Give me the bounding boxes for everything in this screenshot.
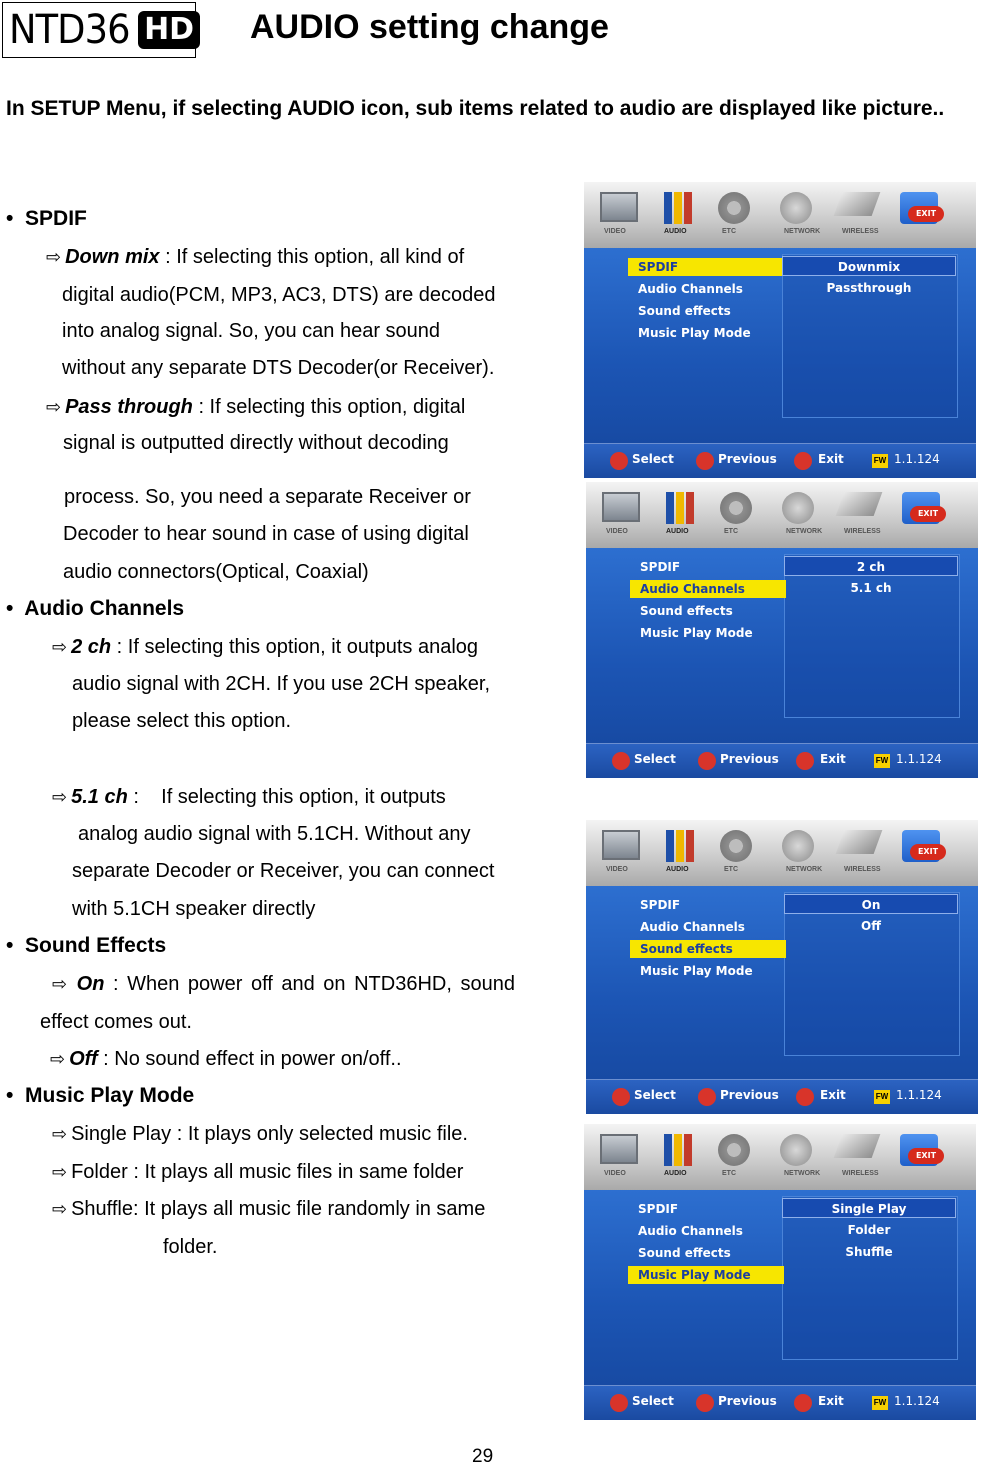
menu-item[interactable]: Music Play Mode xyxy=(638,326,751,340)
music-line-3 xyxy=(52,1196,485,1223)
menu-item[interactable]: Music Play Mode xyxy=(628,1266,784,1284)
on-line-2: effect comes out. xyxy=(40,1011,192,1033)
music-line-4: folder. xyxy=(163,1236,218,1258)
menu-item[interactable]: Sound effects xyxy=(640,604,733,618)
downmix-line-2: digital audio(PCM, MP3, AC3, DTS) are decoded xyxy=(62,284,496,306)
fw-badge: FW xyxy=(872,1396,888,1410)
exit-label: Exit xyxy=(818,1394,844,1408)
select-label: Select xyxy=(632,1394,674,1408)
previous-label: Previous xyxy=(718,452,777,466)
osd-screenshot xyxy=(586,482,978,778)
gear-icon xyxy=(718,192,750,224)
arrow-icon: ⇨ xyxy=(46,397,62,418)
audio-icon xyxy=(662,492,700,524)
arrow-icon: ⇨ xyxy=(52,787,68,808)
bullet-audio-channels: • Audio Channels xyxy=(6,597,185,620)
exit-icon: EXIT xyxy=(902,492,940,524)
option-item[interactable]: Off xyxy=(861,919,881,933)
ch51-line-3: separate Decoder or Receiver, you can connect xyxy=(72,860,495,882)
wireless-icon xyxy=(834,1134,881,1158)
exit-icon: EXIT xyxy=(900,192,938,224)
ch51-line-2: analog audio signal with 5.1CH. Without any xyxy=(78,823,471,845)
osd-screenshot xyxy=(584,182,976,478)
icon-label: NETWORK xyxy=(784,228,821,235)
arrow-icon: ⇨ xyxy=(52,1199,68,1220)
exit-icon: EXIT xyxy=(900,1134,938,1166)
menu-item[interactable]: Audio Channels xyxy=(640,920,745,934)
channels-heading: Audio Channels xyxy=(24,597,185,620)
osd-icon-bar xyxy=(586,820,978,886)
tv-icon xyxy=(600,1134,638,1164)
effects-heading: Sound Effects xyxy=(25,934,167,957)
network-icon xyxy=(780,1134,812,1166)
off-term: Off xyxy=(69,1048,98,1070)
icon-label: VIDEO xyxy=(606,866,628,873)
osd-footer xyxy=(584,1385,976,1420)
exit-key-icon xyxy=(794,1394,812,1412)
tv-icon xyxy=(602,492,640,522)
option-item[interactable]: Single Play xyxy=(782,1198,956,1218)
tv-icon xyxy=(600,192,638,222)
osd-screenshot xyxy=(586,820,978,1114)
arrow-icon: ⇨ xyxy=(52,1162,68,1183)
select-icon xyxy=(612,752,630,770)
on-text: : When power off and on NTD36HD, sound xyxy=(104,973,515,995)
downmix-text: : If selecting this option, all kind of xyxy=(159,246,465,268)
ch51-line-4: with 5.1CH speaker directly xyxy=(72,898,316,920)
off-text: : No sound effect in power on/off.. xyxy=(97,1048,402,1070)
icon-label: ETC xyxy=(724,866,738,873)
icon-label: WIRELESS xyxy=(844,528,881,535)
icon-label: VIDEO xyxy=(604,1170,626,1177)
icon-label: AUDIO xyxy=(664,228,687,235)
fw-badge: FW xyxy=(874,754,890,768)
bullet-spdif: • SPDIF xyxy=(6,207,87,230)
network-icon xyxy=(782,830,814,862)
option-item[interactable]: Downmix xyxy=(782,256,956,276)
menu-item[interactable]: Audio Channels xyxy=(638,1224,743,1238)
wireless-icon xyxy=(836,830,883,854)
fw-badge: FW xyxy=(874,1090,890,1104)
exit-label: Exit xyxy=(818,452,844,466)
page-title: AUDIO setting change xyxy=(250,8,609,46)
icon-label: ETC xyxy=(724,528,738,535)
bullet-sound-effects: • Sound Effects xyxy=(6,934,167,957)
osd-icon-bar xyxy=(584,182,976,248)
page-number: 29 xyxy=(472,1446,494,1467)
previous-icon xyxy=(696,452,714,470)
icon-label: ETC xyxy=(722,1170,736,1177)
exit-label: Exit xyxy=(820,752,846,766)
music-text-1: Single Play : It plays only selected music file. xyxy=(71,1123,468,1145)
music-line-2 xyxy=(52,1159,463,1186)
menu-item[interactable]: SPDIF xyxy=(640,560,681,574)
exit-key-icon xyxy=(794,452,812,470)
bullet-music-play-mode: • Music Play Mode xyxy=(6,1084,195,1107)
logo-text: NTD36 xyxy=(9,7,130,53)
previous-label: Previous xyxy=(720,752,779,766)
select-label: Select xyxy=(634,752,676,766)
menu-item[interactable]: Sound effects xyxy=(638,304,731,318)
icon-label: NETWORK xyxy=(784,1170,821,1177)
ch2-text: : If selecting this option, it outputs analog xyxy=(111,636,479,658)
firmware-version: 1.1.124 xyxy=(894,1394,940,1408)
osd-footer xyxy=(586,1079,978,1114)
previous-icon xyxy=(696,1394,714,1412)
firmware-version: 1.1.124 xyxy=(896,1088,942,1102)
tv-icon xyxy=(602,830,640,860)
option-item[interactable]: 5.1 ch xyxy=(850,581,892,595)
firmware-version: 1.1.124 xyxy=(894,452,940,466)
passthrough-term: Pass through xyxy=(65,396,193,418)
icon-label: NETWORK xyxy=(786,528,823,535)
osd-footer xyxy=(586,743,978,778)
select-icon xyxy=(610,1394,628,1412)
icon-label: WIRELESS xyxy=(842,228,879,235)
on-line xyxy=(52,971,564,998)
osd-footer xyxy=(584,443,976,478)
passthrough-line-5: audio connectors(Optical, Coaxial) xyxy=(63,561,369,583)
intro-paragraph: In SETUP Menu, if selecting AUDIO icon, sub items related to audio are displayed like picture.. xyxy=(6,97,945,120)
icon-label: AUDIO xyxy=(666,866,689,873)
arrow-icon: ⇨ xyxy=(52,637,68,658)
gear-icon xyxy=(718,1134,750,1166)
exit-label: Exit xyxy=(820,1088,846,1102)
icon-label: AUDIO xyxy=(666,528,689,535)
passthrough-line-3: process. So, you need a separate Receiver or xyxy=(64,486,471,508)
select-label: Select xyxy=(634,1088,676,1102)
select-icon xyxy=(610,452,628,470)
ch51-line xyxy=(52,784,446,811)
gear-icon xyxy=(720,830,752,862)
menu-item[interactable]: SPDIF xyxy=(640,898,681,912)
menu-item[interactable]: Sound effects xyxy=(638,1246,731,1260)
icon-label: WIRELESS xyxy=(842,1170,879,1177)
wireless-icon xyxy=(836,492,883,516)
audio-icon xyxy=(660,192,698,224)
ch51-term: 5.1 ch xyxy=(71,786,128,808)
osd-screenshot xyxy=(584,1124,976,1420)
menu-item[interactable]: Audio Channels xyxy=(638,282,743,296)
arrow-icon: ⇨ xyxy=(52,974,68,995)
firmware-version: 1.1.124 xyxy=(896,752,942,766)
passthrough-line xyxy=(46,394,465,421)
wireless-icon xyxy=(834,192,881,216)
select-label: Select xyxy=(632,452,674,466)
select-icon xyxy=(612,1088,630,1106)
ch2-line-3: please select this option. xyxy=(72,710,292,732)
osd-icon-bar xyxy=(586,482,978,548)
icon-label: ETC xyxy=(722,228,736,235)
music-text-3: Shuffle: It plays all music file randomly in same xyxy=(71,1198,486,1220)
previous-icon xyxy=(698,752,716,770)
ch2-line xyxy=(52,634,478,661)
osd-icon-bar xyxy=(584,1124,976,1190)
icon-label: WIRELESS xyxy=(844,866,881,873)
music-text-2: Folder : It plays all music files in same folder xyxy=(71,1161,464,1183)
icon-label: AUDIO xyxy=(664,1170,687,1177)
arrow-icon: ⇨ xyxy=(46,247,62,268)
option-item[interactable]: Passthrough xyxy=(826,281,912,295)
option-item[interactable]: Shuffle xyxy=(845,1245,893,1259)
downmix-term: Down mix xyxy=(65,246,160,268)
option-item[interactable]: 2 ch xyxy=(784,556,958,576)
downmix-line xyxy=(46,244,464,271)
spdif-heading: SPDIF xyxy=(25,207,87,230)
arrow-icon: ⇨ xyxy=(50,1049,66,1070)
network-icon xyxy=(780,192,812,224)
arrow-icon: ⇨ xyxy=(52,1124,68,1145)
menu-item[interactable]: Music Play Mode xyxy=(640,964,753,978)
music-line-1 xyxy=(52,1121,468,1148)
passthrough-line-2: signal is outputted directly without decoding xyxy=(63,432,449,454)
exit-key-icon xyxy=(796,752,814,770)
icon-label: NETWORK xyxy=(786,866,823,873)
previous-icon xyxy=(698,1088,716,1106)
passthrough-line-4: Decoder to hear sound in case of using digital xyxy=(63,523,469,545)
exit-key-icon xyxy=(796,1088,814,1106)
option-item[interactable]: Folder xyxy=(847,1223,891,1237)
on-term: On xyxy=(76,973,105,995)
network-icon xyxy=(782,492,814,524)
ntd36hd-logo xyxy=(2,2,196,58)
downmix-line-3: into analog signal. So, you can hear sound xyxy=(62,320,441,342)
previous-label: Previous xyxy=(718,1394,777,1408)
previous-label: Previous xyxy=(720,1088,779,1102)
menu-item[interactable]: SPDIF xyxy=(628,258,784,276)
music-heading: Music Play Mode xyxy=(25,1084,195,1107)
menu-item[interactable]: Music Play Mode xyxy=(640,626,753,640)
audio-icon xyxy=(662,830,700,862)
menu-item[interactable]: Sound effects xyxy=(630,940,786,958)
exit-icon: EXIT xyxy=(902,830,940,862)
ch51-text: : If selecting this option, it outputs xyxy=(127,786,446,808)
ch2-term: 2 ch xyxy=(71,636,112,658)
ch2-line-2: audio signal with 2CH. If you use 2CH speaker, xyxy=(72,673,490,695)
menu-item[interactable]: SPDIF xyxy=(638,1202,679,1216)
icon-label: VIDEO xyxy=(606,528,628,535)
gear-icon xyxy=(720,492,752,524)
audio-icon xyxy=(660,1134,698,1166)
logo-badge: HD xyxy=(138,11,200,49)
icon-label: VIDEO xyxy=(604,228,626,235)
off-line xyxy=(50,1046,402,1073)
passthrough-text: : If selecting this option, digital xyxy=(192,396,466,418)
downmix-line-4: without any separate DTS Decoder(or Receiver). xyxy=(62,357,495,379)
fw-badge: FW xyxy=(872,454,888,468)
menu-item[interactable]: Audio Channels xyxy=(630,580,786,598)
option-item[interactable]: On xyxy=(784,894,958,914)
